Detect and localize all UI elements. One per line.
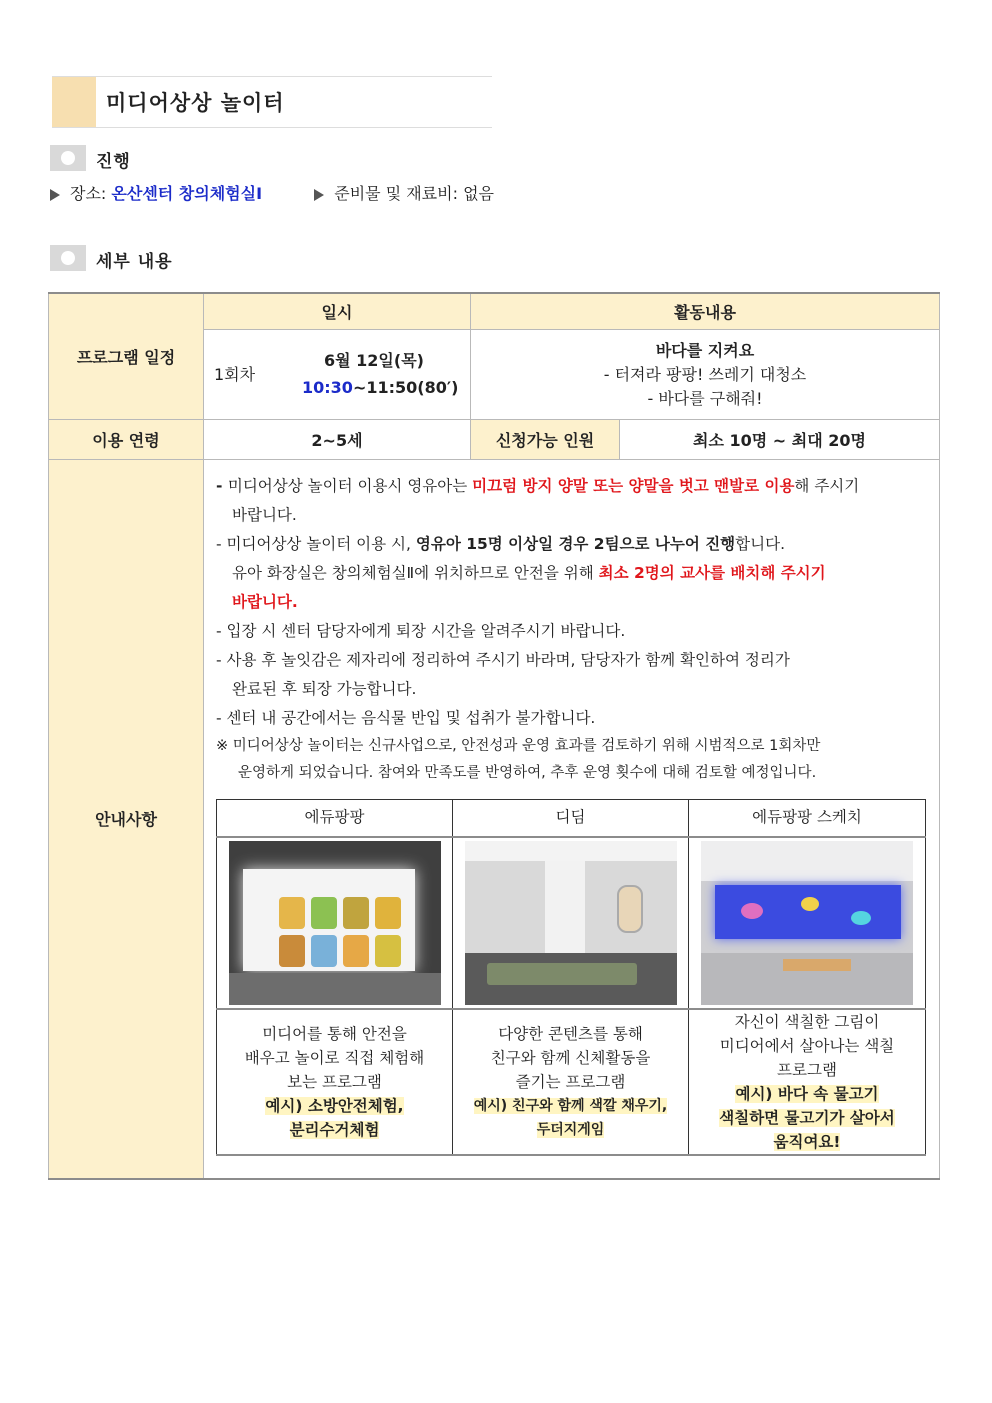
program-photo-edupangpang — [229, 841, 441, 1005]
session-date: 6월 12일(목) — [324, 351, 424, 370]
col-activity-header: 활동내용 — [471, 293, 940, 330]
program-example-line: 예시) 바다 속 물고기 — [735, 1084, 879, 1103]
title-accent-bar — [52, 77, 96, 127]
notice-cell — [204, 460, 940, 1179]
program-example-line: 예시) 친구와 함께 색깔 채우기, — [473, 1097, 668, 1114]
program-name: 에듀팡팡 — [217, 800, 453, 837]
notice-item-cont: 바랍니다. — [232, 506, 297, 524]
circle-bullet-icon — [50, 245, 86, 271]
notice-list — [204, 460, 939, 1156]
program-desc-line: 미디어에서 살아나는 색칠 — [719, 1036, 895, 1055]
notice-item-cont: 바랍니다. — [232, 593, 298, 611]
info-line — [50, 181, 494, 204]
program-name: 에듀팡팡 스케치 — [689, 800, 926, 837]
program-example-line: 두더지게임 — [536, 1121, 605, 1138]
program-description-cell — [453, 1009, 689, 1155]
page-title: 미디어상상 놀이터 — [106, 91, 285, 115]
place-value: 온산센터 창의체험실Ⅰ — [111, 184, 263, 203]
notice-item: - 미디어상상 놀이터 이용 시, 영유아 15명 이상일 경우 2팀으로 나누어 진행합니다. — [216, 535, 786, 553]
session-time-start: 10:30 — [302, 378, 353, 397]
program-photo-didim — [465, 841, 677, 1005]
activity-title: 바다를 지켜요 — [655, 340, 755, 360]
place-label: 장소: — [70, 184, 107, 203]
section-details-label: 세부 내용 — [96, 252, 173, 272]
schedule-date-cell — [204, 330, 471, 420]
session-time — [302, 378, 458, 397]
program-example-line: 예시) 소방안전체험, — [265, 1096, 404, 1115]
program-example-line: 분리수거체험 — [289, 1120, 380, 1139]
program-photo-cell — [689, 837, 926, 1009]
program-examples-table — [216, 799, 926, 1156]
triangle-bullet-icon — [314, 189, 324, 201]
program-desc-line: 친구와 함께 신체활동을 — [490, 1048, 651, 1067]
session-time-rest: ~11:50(80′) — [352, 378, 459, 397]
program-description-cell — [689, 1009, 926, 1155]
notice-label: 안내사항 — [49, 460, 204, 1179]
age-value: 2~5세 — [204, 420, 471, 460]
notice-item-cont: 유아 화장실은 창의체험실Ⅱ에 위치하므로 안전을 위해 최소 2명의 교사를 배치해 주시기 — [232, 564, 826, 582]
notice-item: - 사용 후 놀잇감은 제자리에 정리하여 주시기 바라며, 담당자가 함께 확인하여 정리가 — [216, 651, 790, 669]
age-label: 이용 연령 — [49, 420, 204, 460]
program-photo-cell — [453, 837, 689, 1009]
program-desc-line: 배우고 놀이로 직접 체험해 — [244, 1048, 425, 1067]
notice-item: - 미디어상상 놀이터 이용시 영유아는 미끄럼 방지 양말 또는 양말을 벗고 맨발로 이용해 주시기 — [216, 477, 860, 495]
col-date-header: 일시 — [204, 293, 471, 330]
circle-bullet-icon — [50, 145, 86, 171]
program-name: 디딤 — [453, 800, 689, 837]
program-details-table — [48, 292, 940, 1180]
program-desc-line: 자신이 색칠한 그림이 — [734, 1012, 880, 1031]
activity-item: - 터져라 팡팡! 쓰레기 대청소 — [603, 364, 807, 384]
section-progress-label: 진행 — [96, 152, 131, 172]
notice-item-cont: 완료된 후 퇴장 가능합니다. — [232, 680, 417, 698]
program-description-cell — [217, 1009, 453, 1155]
program-desc-line: 보는 프로그램 — [287, 1072, 382, 1091]
program-desc-line: 프로그램 — [777, 1060, 837, 1079]
activity-cell — [471, 330, 940, 420]
capacity-label: 신청가능 인원 — [471, 420, 620, 460]
notice-item: - 입장 시 센터 담당자에게 퇴장 시간을 알려주시기 바랍니다. — [216, 622, 626, 640]
notice-remark: ※ 미디어상상 놀이터는 신규사업으로, 안전성과 운영 효과를 검토하기 위해 시범적으로 1회차만 — [216, 738, 821, 754]
program-photo-edupangpang-sketch — [701, 841, 913, 1005]
schedule-label: 프로그램 일정 — [49, 293, 204, 420]
session-number: 1회차 — [214, 365, 256, 384]
capacity-value: 최소 10명 ~ 최대 20명 — [620, 420, 940, 460]
activity-item: - 바다를 구해줘! — [647, 388, 763, 408]
materials-text: 준비물 및 재료비: 없음 — [334, 184, 494, 203]
program-desc-line: 미디어를 통해 안전을 — [262, 1024, 407, 1043]
program-photo-cell — [217, 837, 453, 1009]
program-desc-line: 즐기는 프로그램 — [515, 1072, 626, 1091]
notice-remark-cont: 운영하게 되었습니다. 참여와 만족도를 반영하여, 추후 운영 횟수에 대해 검토할 예정입니다. — [238, 765, 817, 781]
title-box — [52, 76, 492, 128]
program-example-line: 움직여요! — [773, 1132, 841, 1151]
notice-item: - 센터 내 공간에서는 음식물 반입 및 섭취가 불가합니다. — [216, 709, 596, 727]
triangle-bullet-icon — [50, 189, 60, 201]
program-desc-line: 다양한 콘텐츠를 통해 — [498, 1024, 643, 1043]
program-example-line: 색칠하면 물고기가 살아서 — [719, 1108, 895, 1127]
